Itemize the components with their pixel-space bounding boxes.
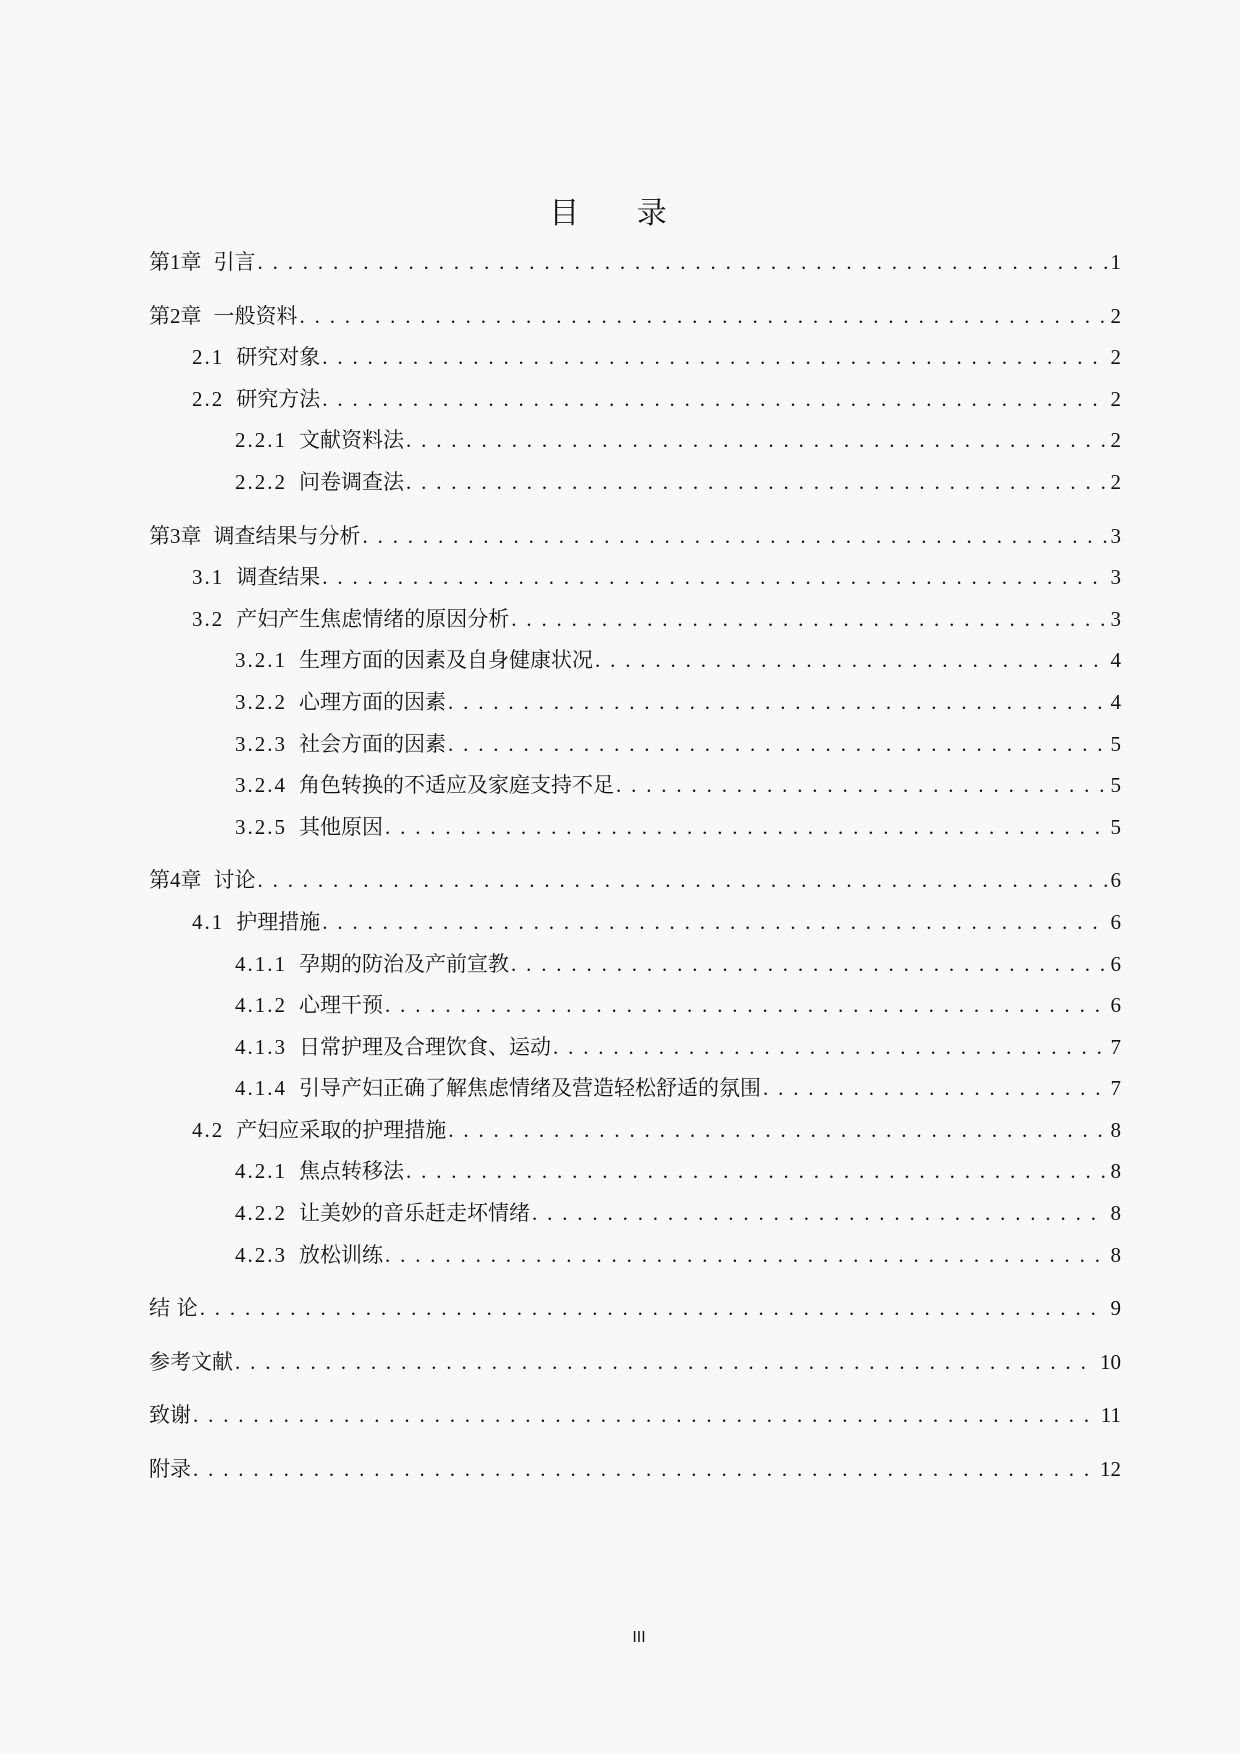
toc-entry[interactable] — [149, 728, 1121, 770]
toc-entry[interactable] — [149, 906, 1121, 948]
dot-leader — [258, 250, 1107, 275]
toc-entry-number: 第3章 — [149, 523, 202, 548]
toc-entry[interactable] — [149, 1114, 1121, 1156]
toc-entry-page: 8 — [1110, 1201, 1121, 1226]
toc-entry-number: 4.1 — [192, 909, 225, 934]
dot-leader — [200, 1296, 1107, 1321]
toc-entry[interactable] — [149, 341, 1121, 383]
toc-entry-page: 9 — [1110, 1296, 1121, 1321]
toc-entry-number: 第4章 — [149, 868, 202, 893]
dot-leader — [193, 1403, 1097, 1428]
toc-entry[interactable] — [149, 466, 1121, 508]
toc-entry-number: 4.2.2 — [235, 1201, 287, 1226]
toc-entry[interactable] — [149, 1292, 1121, 1334]
toc-entry-page: 3 — [1110, 565, 1121, 590]
toc-entry-title: 附录 — [149, 1457, 191, 1482]
toc-entry-page: 12 — [1100, 1457, 1121, 1482]
toc-entry-title: 致谢 — [149, 1403, 191, 1428]
toc-entry[interactable] — [149, 948, 1121, 990]
toc-entry-title: 引言 — [213, 250, 256, 274]
toc-entry-title: 孕期的防治及产前宣教 — [299, 951, 509, 976]
toc-entry-title: 文献资料法 — [299, 428, 404, 453]
toc-entry-number: 2.2 — [192, 386, 225, 411]
toc-entry-page: 6 — [1110, 909, 1121, 934]
toc-entry-page: 3 — [1110, 523, 1121, 548]
toc-entry[interactable] — [149, 1031, 1121, 1073]
page-number: III — [632, 1628, 646, 1646]
toc-entry[interactable] — [149, 603, 1121, 645]
toc-entry-page: 5 — [1110, 731, 1121, 756]
toc-entry[interactable] — [149, 1399, 1121, 1441]
toc-entry[interactable] — [149, 1197, 1121, 1239]
toc-entry[interactable] — [149, 769, 1121, 811]
page-title: 目 录 — [549, 196, 691, 231]
toc-entry-page: 2 — [1110, 469, 1121, 494]
toc-entry-page: 2 — [1110, 386, 1121, 411]
toc-entry-number: 2.2.1 — [235, 428, 287, 453]
toc-entry[interactable] — [149, 246, 1121, 288]
toc-entry-number: 3.1 — [192, 565, 225, 590]
toc-entry-title: 生理方面的因素及自身健康状况 — [299, 648, 593, 673]
toc-entry[interactable] — [149, 864, 1121, 906]
toc-entry-title: 参考文献 — [149, 1349, 233, 1374]
toc-entry-page: 5 — [1110, 773, 1121, 798]
toc-entry[interactable] — [149, 811, 1121, 853]
toc-entry-number: 4.1.2 — [235, 993, 287, 1018]
toc-entry-title: 调查结果与分析 — [213, 523, 361, 548]
dot-leader — [193, 1457, 1096, 1482]
toc-entry-number: 4.2 — [192, 1117, 225, 1142]
dot-leader — [532, 1201, 1107, 1226]
dot-leader — [258, 868, 1107, 893]
toc-entry-page: 5 — [1110, 814, 1121, 839]
toc-entry[interactable] — [149, 989, 1121, 1031]
toc-entry-title: 一般资料 — [213, 303, 298, 328]
toc-entry-title: 心理干预 — [299, 993, 383, 1018]
toc-entry-page: 7 — [1110, 1034, 1121, 1059]
toc-entry-page: 2 — [1110, 345, 1121, 370]
toc-entry-page: 4 — [1110, 689, 1121, 714]
toc-entry-title: 焦点转移法 — [299, 1159, 404, 1184]
toc-entry[interactable] — [149, 686, 1121, 728]
toc-entry-page: 8 — [1110, 1117, 1121, 1142]
dot-leader — [235, 1350, 1096, 1375]
toc-entry-number: 3.2.1 — [235, 648, 287, 673]
toc-entry[interactable] — [149, 424, 1121, 466]
toc-entry-number: 4.2.3 — [235, 1242, 287, 1267]
dot-leader — [385, 993, 1107, 1018]
dot-leader — [511, 607, 1106, 632]
toc-entry-title: 研究对象 — [236, 345, 321, 370]
dot-leader — [385, 815, 1107, 840]
toc-entry-title: 社会方面的因素 — [299, 731, 446, 756]
toc-entry-page: 10 — [1100, 1349, 1121, 1374]
toc-entry-number: 3.2.4 — [235, 773, 287, 798]
toc-entry-title: 日常护理及合理饮食、运动 — [299, 1034, 551, 1059]
toc-entry-title: 产妇应采取的护理措施 — [236, 1117, 447, 1142]
toc-entry-title: 放松训练 — [299, 1242, 383, 1267]
toc-entry-number: 3.2.5 — [235, 814, 287, 839]
dot-leader — [322, 910, 1106, 935]
toc-entry-page: 11 — [1100, 1403, 1121, 1428]
toc-entry-title: 结 论 — [149, 1296, 198, 1321]
toc-entry-number: 2.1 — [192, 345, 225, 370]
dot-leader — [385, 1243, 1107, 1268]
toc-entry-title: 研究方法 — [236, 386, 321, 411]
dot-leader — [616, 773, 1107, 798]
toc-entry-number: 3.2 — [192, 606, 225, 631]
toc-entry[interactable] — [149, 644, 1121, 686]
toc-entry-page: 8 — [1110, 1242, 1121, 1267]
dot-leader — [448, 1118, 1106, 1143]
toc-entry-number: 3.2.3 — [235, 731, 287, 756]
toc-entry-number: 第1章 — [149, 250, 202, 274]
dot-leader — [300, 304, 1107, 329]
toc-entry[interactable] — [149, 520, 1121, 562]
dot-leader — [448, 732, 1107, 757]
toc-entry-title: 角色转换的不适应及家庭支持不足 — [299, 773, 614, 798]
toc-entry-title: 调查结果 — [236, 565, 321, 590]
toc-entry-number: 4.1.3 — [235, 1034, 287, 1059]
toc-entry-title: 产妇产生焦虑情绪的原因分析 — [236, 606, 510, 631]
toc-entry-number: 第2章 — [149, 303, 202, 328]
toc-entry-page: 6 — [1110, 951, 1121, 976]
dot-leader — [363, 524, 1107, 549]
toc-entry[interactable] — [149, 300, 1121, 342]
dot-leader — [553, 1035, 1107, 1060]
dot-leader — [322, 345, 1106, 370]
toc-entry-page: 8 — [1110, 1159, 1121, 1184]
toc-entry-page: 2 — [1110, 428, 1121, 453]
toc-entry-page: 1 — [1110, 250, 1121, 274]
toc-entry-page: 4 — [1110, 648, 1121, 673]
toc-entry-number: 4.2.1 — [235, 1159, 287, 1184]
dot-leader — [595, 648, 1107, 673]
toc-entry-title: 问卷调查法 — [299, 469, 404, 494]
toc-entry[interactable] — [149, 1346, 1121, 1388]
toc-entry-page: 2 — [1110, 303, 1121, 328]
toc-entry[interactable] — [149, 1072, 1121, 1114]
toc-entry-page: 6 — [1110, 868, 1121, 893]
toc-entry-title: 其他原因 — [299, 814, 383, 839]
toc-entry-number: 2.2.2 — [235, 469, 287, 494]
toc-entry[interactable] — [149, 1453, 1121, 1495]
toc-entry[interactable] — [149, 1239, 1121, 1281]
toc-entry[interactable] — [149, 1155, 1121, 1197]
toc-entry-page: 7 — [1110, 1076, 1121, 1101]
toc-entry-number: 4.1.1 — [235, 951, 287, 976]
dot-leader — [511, 952, 1107, 977]
toc-entry-title: 讨论 — [213, 868, 256, 893]
dot-leader — [406, 428, 1107, 453]
dot-leader — [448, 690, 1107, 715]
toc-entry-page: 3 — [1110, 606, 1121, 631]
dot-leader — [322, 387, 1106, 412]
dot-leader — [406, 1159, 1107, 1184]
toc-entry-number: 3.2.2 — [235, 689, 287, 714]
toc-entry-page: 6 — [1110, 993, 1121, 1018]
toc-entry-title: 护理措施 — [236, 909, 321, 934]
table-of-contents — [149, 246, 1121, 1495]
toc-entry-title: 引导产妇正确了解焦虑情绪及营造轻松舒适的氛围 — [299, 1076, 761, 1101]
dot-leader — [322, 565, 1106, 590]
dot-leader — [406, 470, 1107, 495]
toc-entry[interactable] — [149, 561, 1121, 603]
toc-entry[interactable] — [149, 383, 1121, 425]
toc-entry-title: 让美妙的音乐赶走坏情绪 — [299, 1201, 530, 1226]
toc-entry-title: 心理方面的因素 — [299, 689, 446, 714]
dot-leader — [763, 1076, 1107, 1101]
toc-entry-number: 4.1.4 — [235, 1076, 287, 1101]
